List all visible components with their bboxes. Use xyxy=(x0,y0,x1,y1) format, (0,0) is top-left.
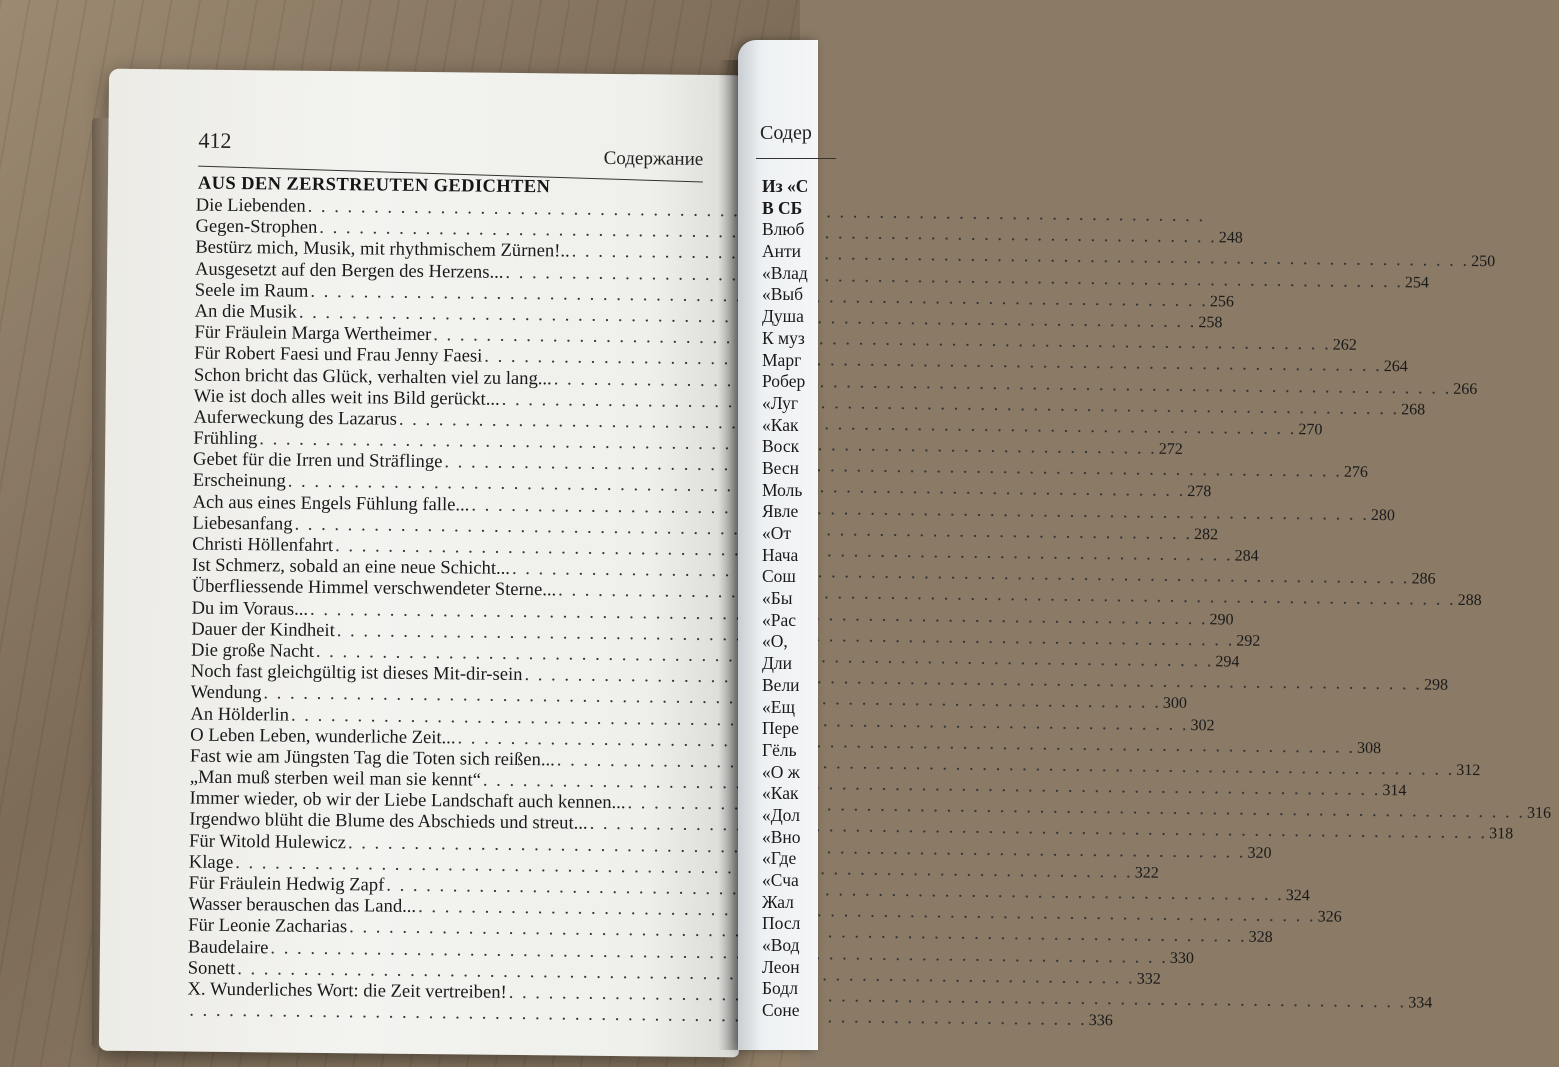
toc-entry-title: „Man muß sterben weil man sie kennt“ xyxy=(189,766,482,791)
toc-entry-page: 312 xyxy=(1456,761,1481,779)
toc-entry-title: Gebet für die Irren und Sträflinge xyxy=(192,448,443,473)
toc-entry-title: Für Robert Faesi und Frau Jenny Faesi xyxy=(194,342,483,367)
right-toc-line: «От xyxy=(762,523,792,543)
toc-entry-title: Die Liebenden xyxy=(195,194,306,217)
toc-entry-title: Für Leonie Zacharias xyxy=(188,914,348,938)
toc-entry-page: 308 xyxy=(1356,739,1382,757)
toc-entry-title: Auferweckung des Lazarus xyxy=(193,406,398,430)
toc-entry-title: Dauer der Kindheit xyxy=(191,618,335,641)
right-toc-line: Бодл xyxy=(762,978,798,999)
toc-entry-page: 320 xyxy=(1247,844,1272,862)
toc-entry-page: 268 xyxy=(1401,400,1426,419)
toc-entry-page: 248 xyxy=(1218,229,1243,247)
toc-entry-title: Wendung xyxy=(190,681,262,704)
toc-entry-title: Ach aus eines Engels Fühlung falle... xyxy=(192,491,470,516)
toc-entry-title: An die Musik xyxy=(194,300,297,323)
toc-entry-title: Sonett xyxy=(187,957,236,979)
right-toc-line: «Вод xyxy=(762,935,800,956)
toc-entry-page: 272 xyxy=(1158,440,1183,459)
right-toc-line: Влюб xyxy=(762,219,805,240)
toc-entry-title: Christi Höllenfahrt xyxy=(192,533,334,557)
right-toc-line: Из «С xyxy=(762,176,809,196)
right-toc-line: «Выб xyxy=(762,284,804,305)
toc-entry-page: 286 xyxy=(1411,570,1436,588)
toc-entry-title: An Hölderlin xyxy=(190,703,290,726)
toc-entry-page: 264 xyxy=(1383,358,1408,376)
right-toc-line: «Дол xyxy=(762,804,800,825)
toc-entry-page: 256 xyxy=(1209,292,1235,311)
right-toc-line: Моль xyxy=(762,479,803,500)
right-toc-line: Марг xyxy=(762,349,802,370)
toc-entry-title: Baudelaire xyxy=(187,936,269,958)
toc-entry-title: Für Fräulein Hedwig Zapf xyxy=(188,872,385,896)
toc-entry-title: Liebesanfang xyxy=(192,512,293,535)
toc-entry-title: Ist Schmerz, sobald an eine neue Schicht... xyxy=(191,554,511,580)
toc-entry-page: 270 xyxy=(1298,421,1323,439)
right-toc-line: Пере xyxy=(762,718,799,739)
toc-entry-title: Die große Nacht xyxy=(190,639,315,662)
toc-entry-page: 332 xyxy=(1136,970,1161,988)
right-toc-line: «Как xyxy=(762,414,799,435)
toc-entry-title: Wie ist doch alles weit ins Bild gerückt... xyxy=(193,385,500,410)
toc-entry-title: Irgendwo blüht die Blume des Abschieds und streut... xyxy=(189,808,588,835)
toc-entry-title: Überfliessende Himmel verschwendeter Sterne... xyxy=(191,575,557,601)
toc-entry-page: 280 xyxy=(1370,506,1395,524)
toc-entry-page: 322 xyxy=(1134,864,1159,882)
toc-entry-page: 278 xyxy=(1187,483,1212,501)
toc-entry-title: Für Witold Hulewicz xyxy=(188,830,347,853)
toc-entry-title: Noch fast gleichgültig ist dieses Mit-dir-sein xyxy=(190,660,523,686)
toc-entry-title: Erscheinung xyxy=(192,470,286,492)
toc-entry-page: 300 xyxy=(1162,695,1188,713)
toc-entry-page: 330 xyxy=(1169,949,1195,967)
section-title: AUS DEN ZERSTREUTEN GEDICHTEN xyxy=(197,173,551,198)
toc-entry-title: Wasser berauschen das Land... xyxy=(188,893,417,918)
toc-entry-title: Gegen-Strophen xyxy=(195,215,318,239)
toc-entry-page: 288 xyxy=(1457,592,1482,610)
right-toc-line: Анти xyxy=(762,241,802,262)
toc-entry-title: Für Fräulein Marga Wertheimer xyxy=(194,321,432,346)
right-toc-line: Дли xyxy=(762,653,793,674)
toc-entry-page: 298 xyxy=(1423,676,1449,694)
right-toc-line: Робер xyxy=(762,371,806,392)
toc-entry-page: 326 xyxy=(1317,908,1342,926)
right-toc-line: Гёль xyxy=(762,739,797,760)
toc-entry-page: 292 xyxy=(1236,632,1261,650)
right-toc-line: Воск xyxy=(762,436,800,457)
right-toc-line: «Рас xyxy=(762,609,797,630)
toc-entry-page: 266 xyxy=(1453,380,1478,398)
toc-entry-page: 294 xyxy=(1215,653,1240,671)
right-toc-line: В СБ xyxy=(762,197,803,218)
toc-entry-page: 276 xyxy=(1343,463,1369,482)
right-toc-line: Весн xyxy=(762,457,800,478)
toc-entry-page: 262 xyxy=(1332,336,1357,354)
right-toc-line: Леон xyxy=(762,956,800,977)
toc-entry-page: 302 xyxy=(1190,716,1215,734)
toc-entry-title: Du im Voraus... xyxy=(191,597,309,620)
right-toc-list xyxy=(762,176,808,1022)
right-toc-line: Жал xyxy=(762,891,794,912)
right-page xyxy=(738,40,818,1050)
right-toc-line: «Сча xyxy=(762,870,799,890)
right-toc-line: Вели xyxy=(762,674,800,695)
page-number: 412 xyxy=(198,127,232,153)
right-toc-line: «Влад xyxy=(762,262,808,283)
right-toc-line: Душа xyxy=(762,306,804,327)
toc-entry-page: 328 xyxy=(1248,929,1273,947)
right-toc-line: Нача xyxy=(762,544,799,565)
toc-entry-title: Fast wie am Jüngsten Tag die Toten sich reißen... xyxy=(189,745,555,771)
right-header-rule xyxy=(756,158,836,159)
right-toc-line: К муз xyxy=(762,327,805,348)
right-toc-line: «Где xyxy=(762,848,797,869)
page-header xyxy=(198,122,704,170)
toc-entry-title: Seele im Raum xyxy=(194,279,309,302)
toc-entry-page: 284 xyxy=(1234,547,1259,565)
right-toc-line: «Ещ xyxy=(762,696,795,717)
toc-entry-page: 318 xyxy=(1489,825,1514,843)
toc-entry-page: 324 xyxy=(1285,887,1310,905)
toc-entry-title: Immer wieder, ob wir der Liebe Landschaft auch kennen... xyxy=(189,787,626,814)
toc-entry-page: 316 xyxy=(1526,804,1552,823)
toc-entry-page: 334 xyxy=(1408,994,1433,1012)
right-toc-line: «О, xyxy=(762,631,788,652)
toc-entry-page: 250 xyxy=(1471,253,1496,271)
toc-entry-title: X. Wunderliches Wort: die Zeit vertreiben! xyxy=(187,978,507,1003)
toc-entry-title: Frühling xyxy=(193,427,258,450)
right-toc-line: Сош xyxy=(762,566,796,587)
right-toc-line: «Бы xyxy=(762,588,793,609)
right-running-head: Содер xyxy=(760,122,812,144)
running-head: Содержание xyxy=(603,147,704,170)
right-toc-line: «О ж xyxy=(762,761,800,782)
toc-entry-page: 336 xyxy=(1088,1012,1113,1030)
right-toc-line: Посл xyxy=(762,913,801,934)
right-toc-line: Явле xyxy=(762,501,799,522)
toc-entry-title: Ausgesetzt auf den Bergen des Herzens... xyxy=(194,258,504,283)
toc-entry-page: 258 xyxy=(1198,314,1223,332)
right-toc-line: «Луг xyxy=(762,392,799,413)
right-toc-line: Соне xyxy=(762,1000,800,1021)
toc-entry-title: Bestürz mich, Musik, mit rhythmischem Zürnen!.. xyxy=(195,236,570,262)
right-toc-line: «Как xyxy=(762,783,799,804)
toc-entry-page: 290 xyxy=(1209,610,1234,629)
toc-entry-page: 282 xyxy=(1193,525,1219,544)
toc-entry-title: Klage xyxy=(188,851,234,873)
right-toc-line: «Вно xyxy=(762,826,801,847)
toc-entry-title: O Leben Leben, wunderliche Zeit... xyxy=(190,724,456,749)
toc-entry-page: 254 xyxy=(1404,273,1430,292)
toc-entry-page: 314 xyxy=(1382,782,1407,800)
toc-entry-title: Schon bricht das Glück, verhalten viel zu lang... xyxy=(193,364,552,389)
